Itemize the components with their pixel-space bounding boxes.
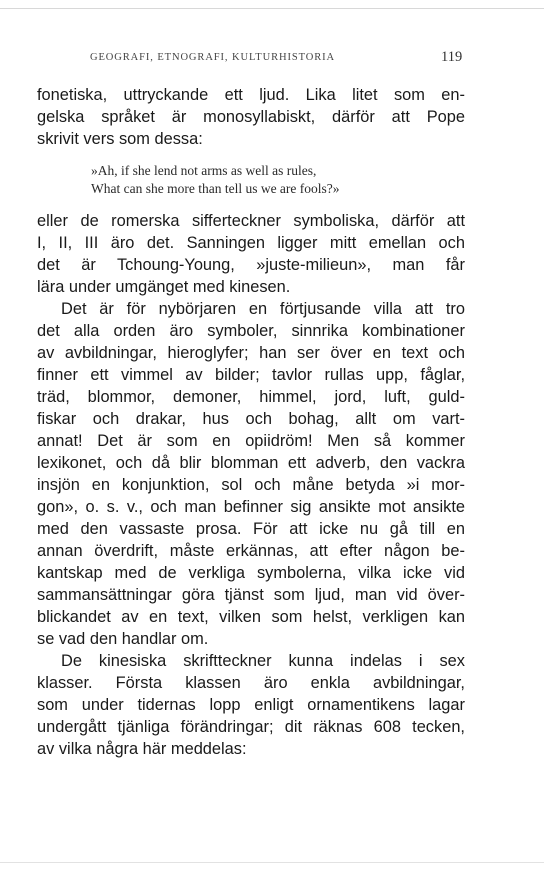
text-line: insjön en konjunktion, sol och måne betyda »i mor- [37,476,465,494]
body-text [37,84,465,760]
paragraph-2 [37,210,465,298]
text-line: det är Tchoung-Young, »juste-milieun», man får [37,256,465,274]
text-line: sammansättningar göra tjänst som ljud, man vid över- [37,586,465,604]
verse-quote [91,162,431,198]
text-line: lära under umgänget med kinesen. [37,278,291,296]
text-line: som under tidernas lopp enligt ornamentikens lagar [37,696,465,714]
text-line: annan överdrift, måste erkännas, att efter någon be- [37,542,465,560]
text-line: I, II, III äro det. Sanningen ligger mitt emellan och [37,234,465,252]
text-line: Det är för nybörjaren en förtjusande villa att tro [61,300,465,318]
paragraph-1 [37,84,465,150]
text-line: klasser. Första klassen äro enkla avbildningar, [37,674,465,692]
running-head: GEOGRAFI, ETNOGRAFI, KULTURHISTORIA [90,52,336,63]
text-line: av avbildningar, hieroglyfer; han ser över en text och [37,344,465,362]
text-line: gon», o. s. v., och man befinner sig ansikte mot ansikte [37,498,465,516]
text-line: fiskar och drakar, hus och bohag, allt om vart- [37,410,465,428]
text-line: annat! Det är som en opiidröm! Men så kommer [37,432,465,450]
text-line: blickandet av en text, vilken som helst, verkligen kan [37,608,465,626]
text-line: se vad den handlar om. [37,630,209,648]
page-number: 119 [441,49,463,65]
text-line: med den vassaste prosa. För att icke nu gå till en [37,520,465,538]
page-top-edge [0,8,544,9]
text-line: det alla orden äro symboler, sinnrika kombinationer [37,322,465,340]
text-line: träd, blommor, demoner, himmel, jord, luft, guld- [37,388,465,406]
text-line: kantskap med de verkliga symbolerna, vilka icke vid [37,564,465,582]
text-line: finner ett vimmel av bilder; tavlor rullas upp, fåglar, [37,366,465,384]
text-line: De kinesiska skriftteckner kunna indelas i sex [61,652,465,670]
text-line: lexikonet, och då blir blomman ett adverb, den vackra [37,454,465,472]
text-line: fonetiska, uttryckande ett ljud. Lika litet som en- [37,86,465,104]
verse-line: What can she more than tell us we are fools?» [91,181,340,196]
text-line: skrivit vers som dessa: [37,130,203,148]
text-line: undergått tjänliga förändringar; dit räknas 608 tecken, [37,718,465,736]
paragraph-3 [37,298,465,650]
verse-line: »Ah, if she lend not arms as well as rules, [91,163,317,178]
text-line: eller de romerska sifferteckner symboliska, därför att [37,212,465,230]
paragraph-4 [37,650,465,760]
page-bottom-edge [0,862,544,863]
text-line: av vilka några här meddelas: [37,740,247,758]
text-line: gelska språket är monosyllabiskt, därför att Pope [37,108,465,126]
